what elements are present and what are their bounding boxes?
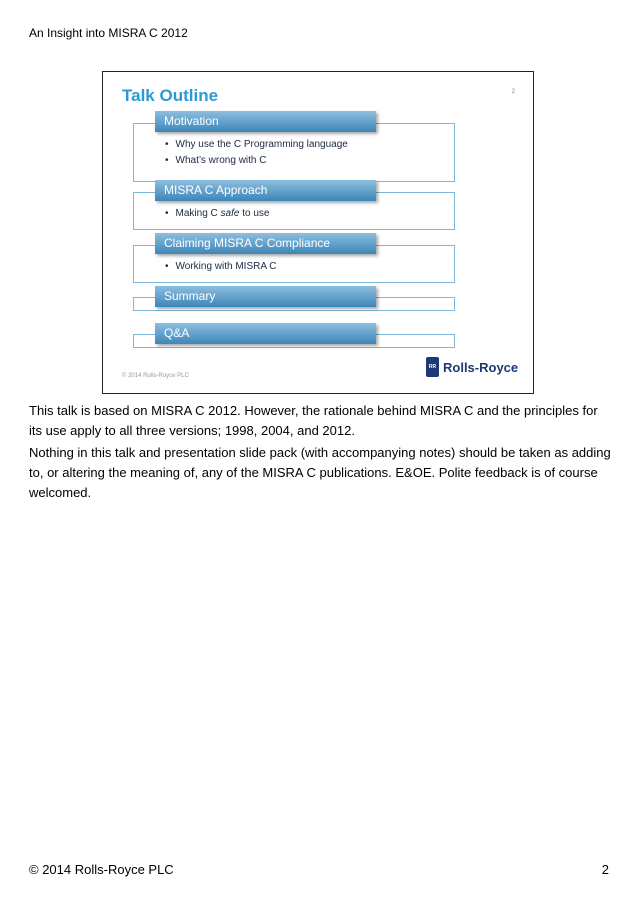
body-paragraph-2: Nothing in this talk and presentation slide pack (with accompanying notes) should be taken as adding to, or altering the meaning of, any of the MISRA C publications. E&OE. Polite feedback is of course welcomed.	[29, 445, 611, 500]
section-bar-summary: Summary	[155, 286, 376, 307]
rr-badge-icon: RR	[426, 357, 439, 377]
slide-title: Talk Outline	[122, 86, 219, 105]
bullet-working-with-misra: • Working with MISRA C	[165, 261, 276, 272]
footer-page-number: 2	[601, 862, 609, 877]
rolls-royce-logo-text: Rolls-Royce	[443, 359, 519, 375]
slide-number: 2	[511, 89, 515, 95]
section-bar-qa: Q&A	[155, 323, 376, 344]
bullet-text-emphasis: safe	[220, 208, 240, 219]
section-bar-misra-approach: MISRA C Approach	[155, 180, 376, 201]
section-bar-claiming-compliance: Claiming MISRA C Compliance	[155, 233, 376, 254]
bullet-whats-wrong-with-c: • What’s wrong with C	[165, 155, 266, 166]
body-paragraph-1: This talk is based on MISRA C 2012. However, the rationale behind MISRA C and the principles for its use apply to all three versions; 1998, 2004, and 2012.	[29, 403, 598, 438]
document-header-title: An Insight into MISRA C 2012	[29, 26, 188, 40]
bullet-making-c-safe	[165, 208, 269, 219]
bullet-text-before: Making C	[175, 208, 221, 219]
rolls-royce-logo	[426, 357, 518, 377]
bullet-text-after: to use	[239, 208, 270, 219]
bullet-why-use-c: • Why use the C Programming language	[165, 139, 348, 150]
slide-thumbnail	[102, 71, 534, 394]
footer-copyright: © 2014 Rolls-Royce PLC	[29, 862, 174, 877]
section-bar-motivation: Motivation	[155, 111, 376, 132]
slide-copyright: © 2014 Rolls-Royce PLC	[122, 373, 189, 379]
